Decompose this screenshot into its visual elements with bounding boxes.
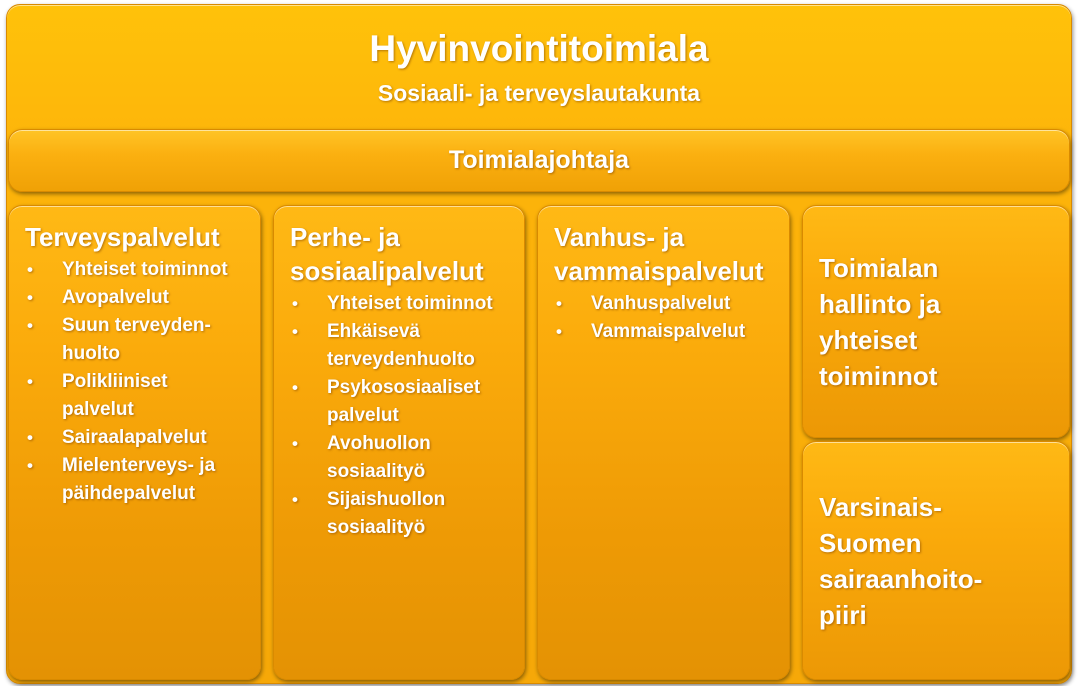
unit-title: Terveyspalvelut xyxy=(25,222,220,252)
unit-terveyspalvelut xyxy=(8,205,261,680)
unit-item-list xyxy=(290,290,512,542)
list-item: • Vammaispalvelut xyxy=(554,318,777,346)
list-item: • Polikliiniset palvelut xyxy=(25,368,192,424)
list-item: • Ehkäisevä terveydenhuolto xyxy=(290,318,497,374)
unit-perhe-sosiaalipalvelut xyxy=(273,205,525,680)
org-subtitle: Sosiaali- ja terveyslautakunta xyxy=(377,80,701,106)
list-item: • Avopalvelut xyxy=(25,284,248,312)
unit-vanhus-vammaispalvelut xyxy=(537,205,790,680)
list-item: • Avohuollon sosiaalityö xyxy=(290,430,457,486)
unit-title: Varsinais-Suomen sairaanhoito-piiri xyxy=(819,491,983,630)
director-label: Toimialajohtaja xyxy=(448,146,630,174)
org-title: Hyvinvointitoimiala xyxy=(369,28,709,69)
list-item: • Psykososiaaliset palvelut xyxy=(290,374,497,430)
list-item: • Vanhuspalvelut xyxy=(554,290,777,318)
list-item: • Sijaishuollon sosiaalityö xyxy=(290,486,457,542)
unit-toimialan-hallinto xyxy=(802,205,1070,438)
unit-title: Vanhus- ja vammaispalvelut xyxy=(554,222,764,286)
unit-title: Perhe- ja sosiaalipalvelut xyxy=(290,222,484,286)
list-item: • Sairaalapalvelut xyxy=(25,424,248,452)
unit-item-list xyxy=(554,290,777,346)
unit-item-list xyxy=(25,256,248,508)
list-item: • Yhteiset toiminnot xyxy=(25,256,248,284)
list-item: • Yhteiset toiminnot xyxy=(290,290,512,318)
director-box xyxy=(8,129,1070,192)
unit-title: Toimialan hallinto ja yhteiset toiminnot xyxy=(819,252,941,391)
list-item: • Suun terveyden-huolto xyxy=(25,312,227,368)
list-item: • Mielenterveys- ja päihdepalvelut xyxy=(25,452,237,508)
unit-sairaanhoitopiiri xyxy=(802,441,1070,680)
